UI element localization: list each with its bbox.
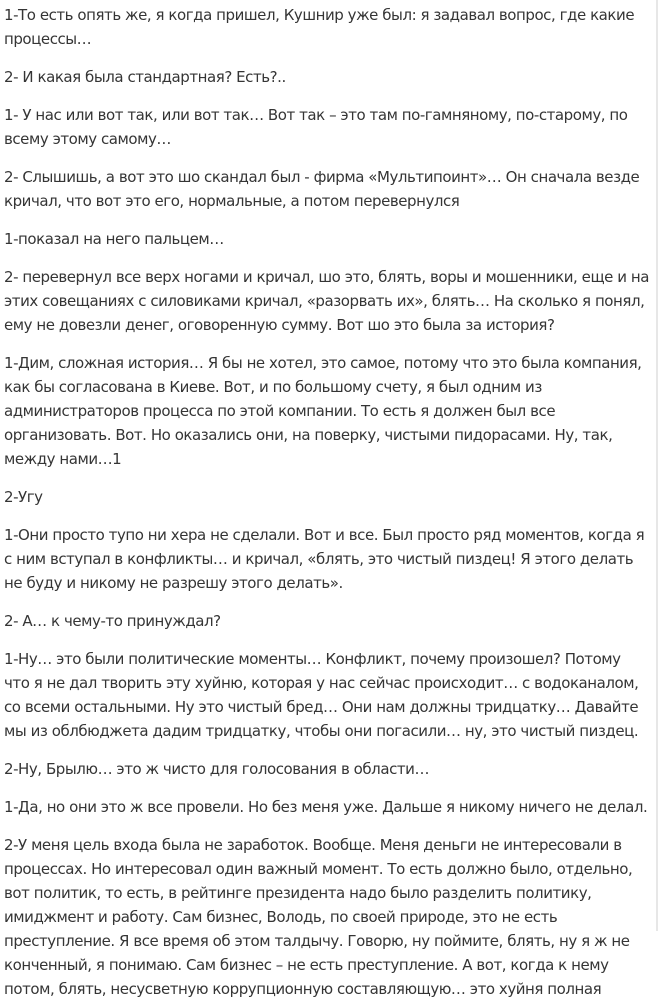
- paragraph: 1-То есть опять же, я когда пришел, Кушнир уже был: я задавал вопрос, где какие процессы…: [4, 6, 635, 48]
- paragraph: 2- А… к чему-то принуждал?: [4, 612, 221, 630]
- paragraph: 1-Да, но они это ж все провели. Но без меня уже. Дальше я никому ничего не делал.: [4, 798, 648, 816]
- paragraph: 2-Ну, Брылю… это ж чисто для голосования в области…: [4, 760, 429, 778]
- paragraph: 1-Ну… это были политические моменты… Конфликт, почему произошел? Потому что я не дал творить эту хуйню, которая у нас сейчас происходит… с водоканалом, со всеми остальными. Ну это чистый бред… Они нам должны тридцатку… Давайте мы из облбюджета дадим тридцатку, чтобы они погасили… ну, это чистый пиздец.: [4, 650, 639, 740]
- paragraph: 2-Угу: [4, 488, 43, 506]
- paragraph: 2- И какая была стандартная? Есть?..: [4, 68, 286, 86]
- paragraph: 1-Они просто тупо ни хера не сделали. Вот и все. Был просто ряд моментов, когда я с ним вступал в конфликты… и кричал, «блять, это чистый пиздец! Я этого делать не буду и никому не разрешу этого делать».: [4, 526, 645, 592]
- paragraph: 2- Слышишь, а вот это шо скандал был - фирма «Мультипоинт»… Он сначала везде кричал, что вот это его, нормальные, а потом перевернулся: [4, 168, 640, 210]
- paragraph: 1-показал на него пальцем…: [4, 230, 224, 248]
- paragraph: 1-Дим, сложная история… Я бы не хотел, это самое, потому что это была компания, как бы согласована в Киеве. Вот, и по большому счету, я был одним из администраторов процесса по этой компании. То есть я должен был все организовать. Вот. Но оказались они, на поверку, чистыми пидорасами. Ну, так, между нами…1: [4, 354, 642, 468]
- paragraph: 2-У меня цель входа была не заработок. Вообще. Меня деньги не интересовали в процессах. Но интересовал один важный момент. То есть должно было, отдельно, вот политик, то есть, в рейтинге президента надо было разделить политику, имиджмент и работу. Сам бизнес, Володь, по своей природе, это не есть преступление. Я все время об этом талдычу. Говорю, ну поймите, блять, ну я ж не конченный, я понимаю. Сам бизнес – не есть преступление. А вот, когда к нему потом, блять, несусветную коррупционную составляющую… это хуйня полная: [4, 836, 633, 998]
- paragraph: 1- У нас или вот так, или вот так… Вот так – это там по-гамняному, по-старому, по всему этому самому…: [4, 106, 628, 148]
- paragraph: 2- перевернул все верх ногами и кричал, шо это, блять, воры и мошенники, еще и на этих совещаниях с силовиками кричал, «разорвать их», блять… На сколько я понял, ему не довезли денег, оговоренную сумму. Вот шо это была за история?: [4, 268, 649, 334]
